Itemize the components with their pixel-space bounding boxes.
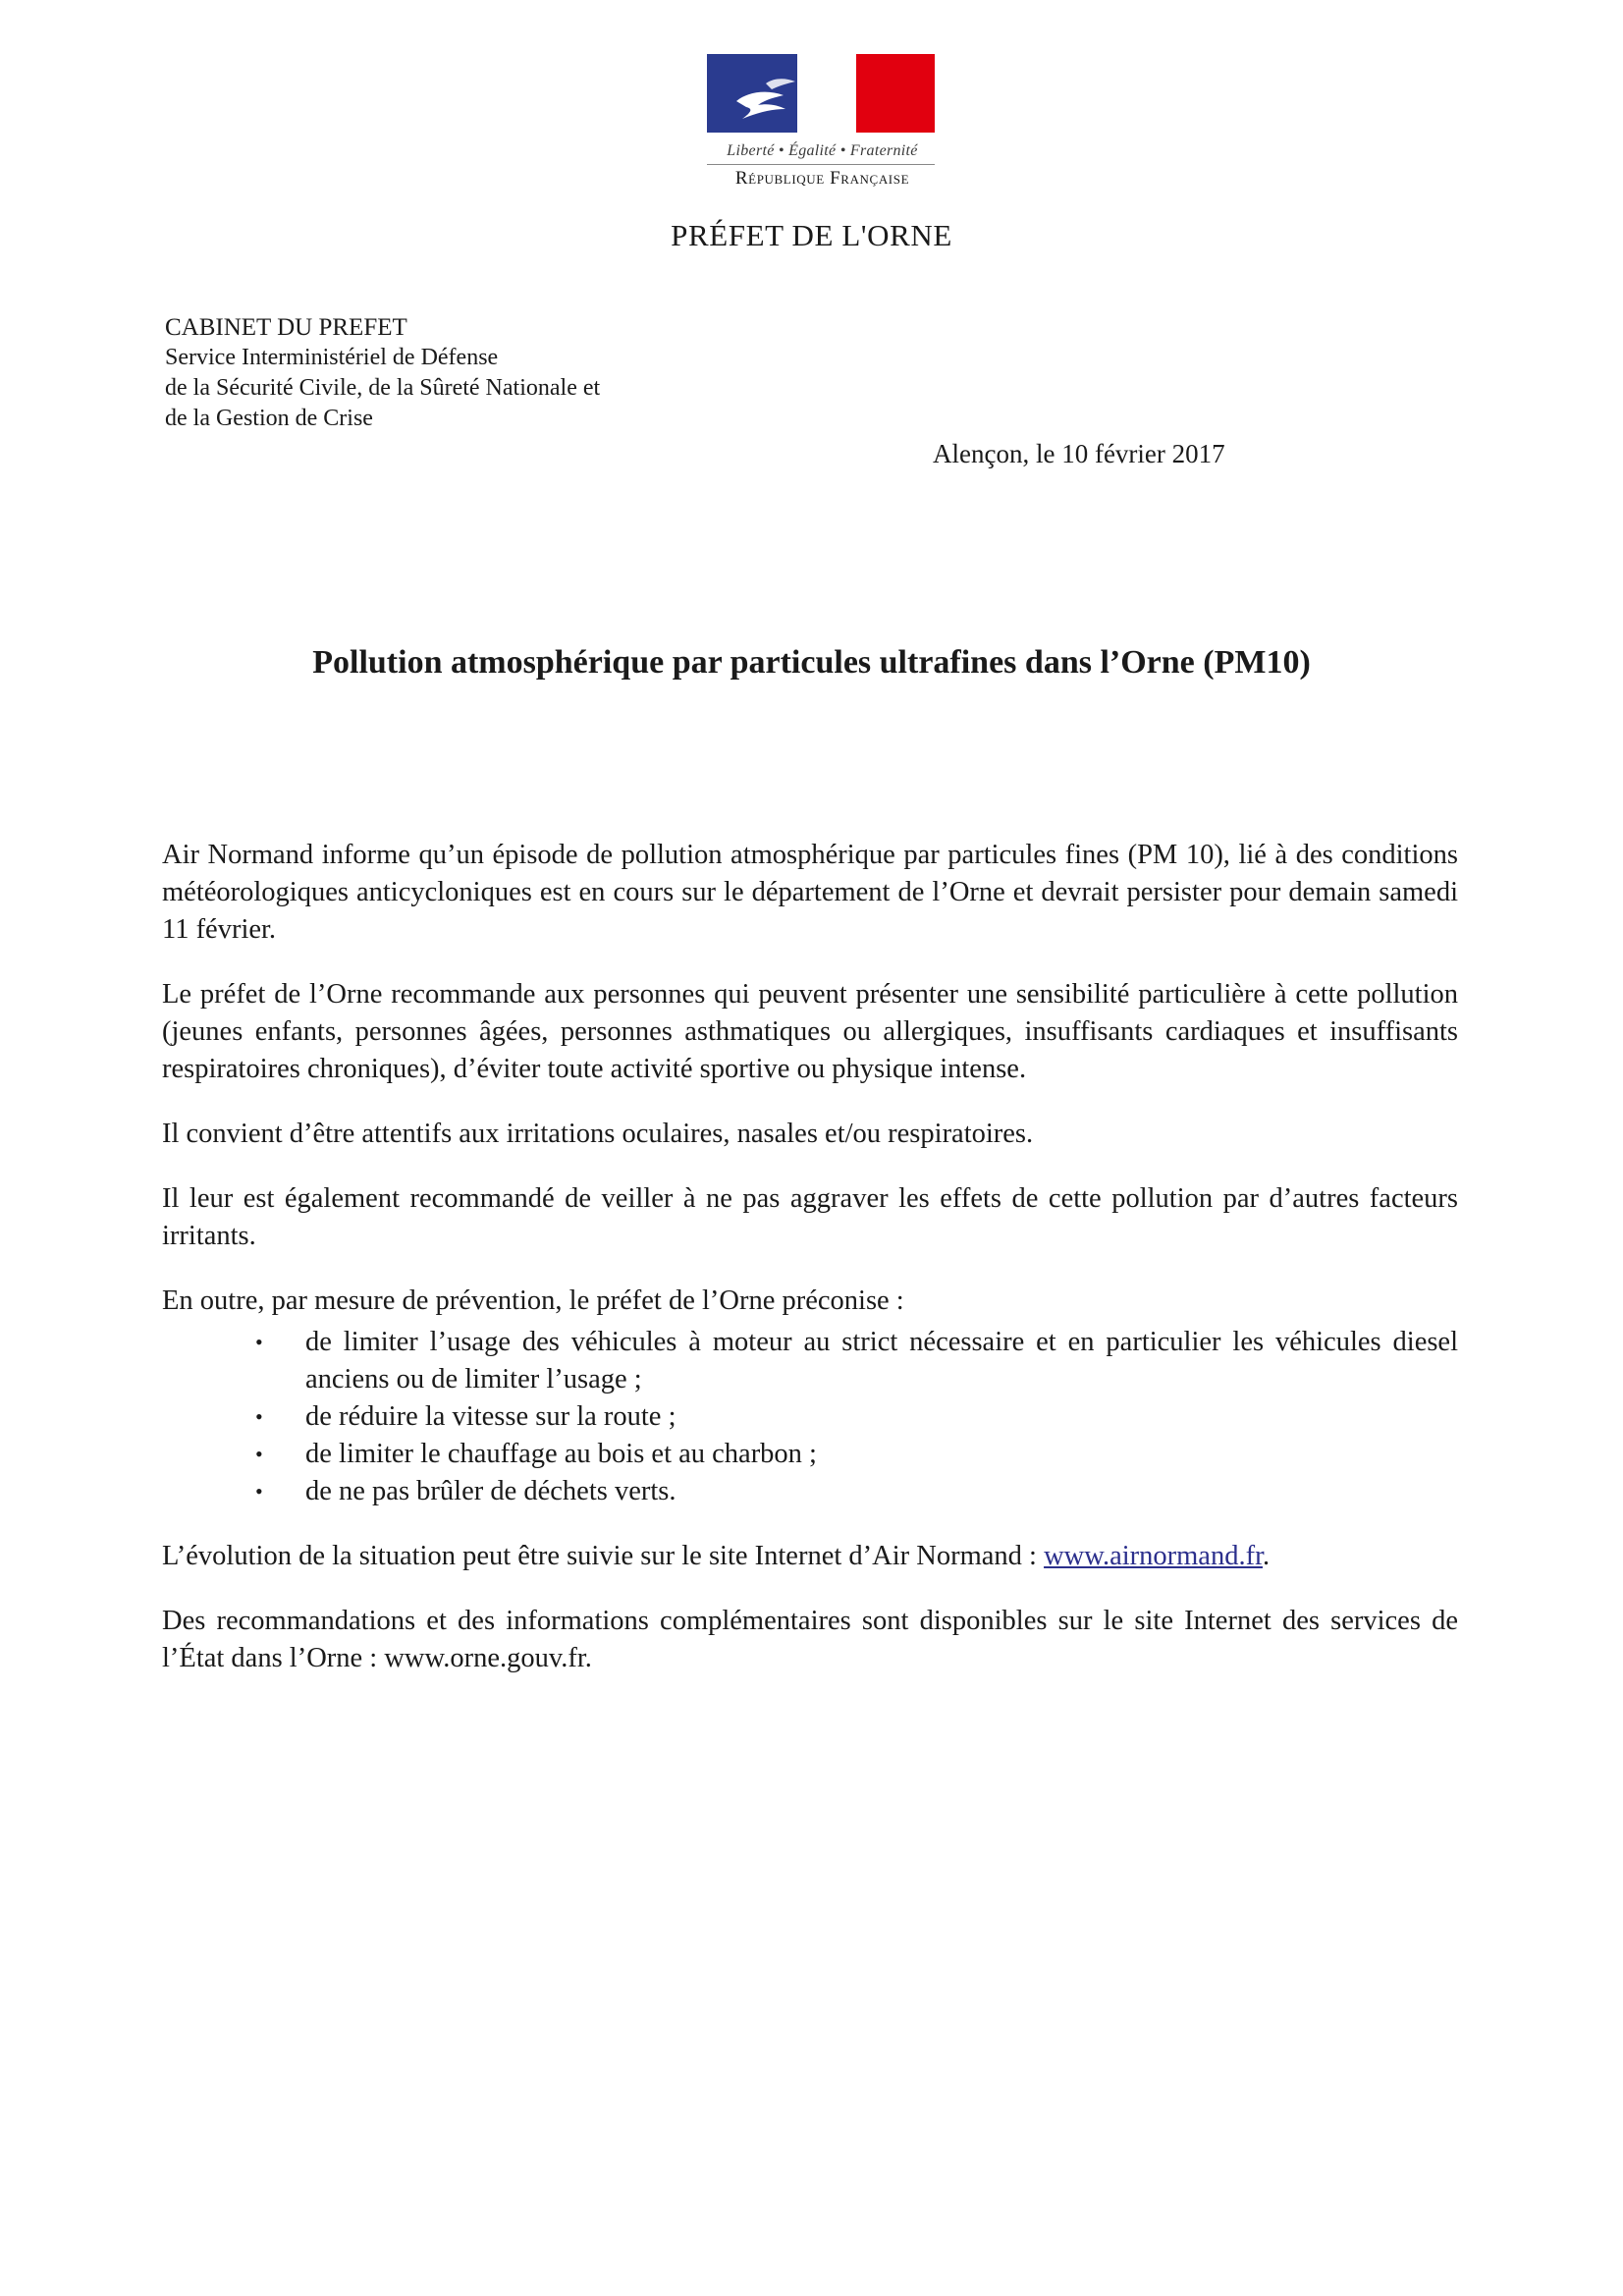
document-title: Pollution atmosphérique par particules ultrafines dans l’Orne (PM10) xyxy=(312,644,1311,681)
list-item-text: de ne pas brûler de déchets verts. xyxy=(305,1476,676,1506)
republic-motto: Liberté • Égalité • Fraternité xyxy=(727,142,918,159)
motto-divider xyxy=(707,164,935,165)
list-item xyxy=(162,1398,1458,1436)
cabinet-title: CABINET DU PREFET xyxy=(165,314,407,341)
evolution-paragraph xyxy=(162,1538,1458,1575)
list-item xyxy=(162,1436,1458,1473)
evolution-end: . xyxy=(1262,1541,1271,1571)
paragraph-3: Il convient d’être attentifs aux irritations oculaires, nasales et/ou respiratoires. xyxy=(162,1119,1034,1149)
republic-name: République Française xyxy=(734,168,910,189)
cabinet-block xyxy=(165,312,600,434)
cabinet-line-2: de la Sécurité Civile, de la Sûreté Nationale et xyxy=(165,375,601,401)
marianne-logo xyxy=(707,54,938,190)
list-item-text: de limiter l’usage des véhicules à moteur au strict nécessaire et en particulier les véhicules diesel anciens ou de limiter l’usage ; xyxy=(305,1327,1458,1394)
closing-paragraph: Des recommandations et des informations complémentaires sont disponibles sur le site Internet des services de l’État dans l’Orne : www.orne.gouv.fr. xyxy=(162,1606,1458,1673)
cabinet-line-3: de la Gestion de Crise xyxy=(165,406,373,431)
paragraph-5: En outre, par mesure de prévention, le préfet de l’Orne préconise : xyxy=(162,1285,904,1316)
list-item xyxy=(162,1473,1458,1510)
list-item xyxy=(162,1324,1458,1398)
prefecture-heading: PRÉFET DE L'ORNE xyxy=(671,218,952,252)
bullet-icon: • xyxy=(255,1330,263,1354)
document-body xyxy=(162,837,1458,1705)
cabinet-line-1: Service Interministériel de Défense xyxy=(165,345,499,370)
airnormand-link[interactable]: www.airnormand.fr xyxy=(1044,1541,1263,1571)
list-item-text: de réduire la vitesse sur la route ; xyxy=(305,1401,676,1432)
paragraph-1: Air Normand informe qu’un épisode de pollution atmosphérique par particules fines (PM 10), lié à des conditions météorologiques anticycloniques est en cours sur le département de l’Orne et devrait persister pour demain samedi 11 février. xyxy=(162,840,1458,945)
list-item-text: de limiter le chauffage au bois et au charbon ; xyxy=(305,1439,817,1469)
bullet-icon: • xyxy=(255,1479,263,1503)
paragraph-4: Il leur est également recommandé de veiller à ne pas aggraver les effets de cette pollution par d’autres facteurs irritants. xyxy=(162,1183,1458,1251)
recommendations-list xyxy=(162,1324,1458,1510)
paragraph-2: Le préfet de l’Orne recommande aux personnes qui peuvent présenter une sensibilité particulière à cette pollution (jeunes enfants, personnes âgées, personnes asthmatiques ou allergiques, insuffisants cardiaques et insuffisants respiratoires chroniques), d’éviter toute activité sportive ou physique intense. xyxy=(162,979,1458,1084)
bullet-icon: • xyxy=(255,1442,263,1466)
document-date: Alençon, le 10 février 2017 xyxy=(933,439,1225,468)
evolution-text: L’évolution de la situation peut être suivie sur le site Internet d’Air Normand : xyxy=(162,1541,1045,1571)
bullet-icon: • xyxy=(255,1404,263,1429)
marianne-flag-icon xyxy=(707,54,935,133)
